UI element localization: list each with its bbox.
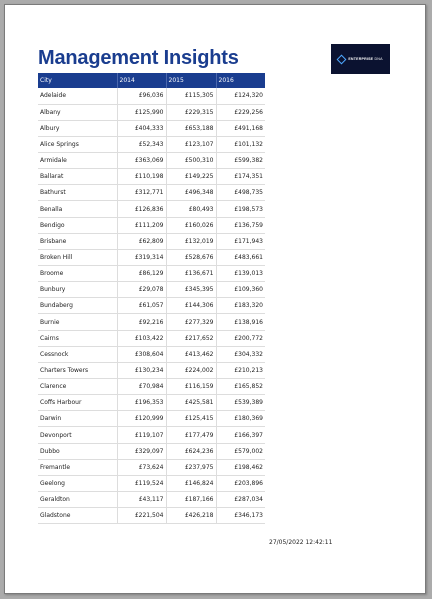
value-cell-2014: £43,117	[117, 492, 166, 508]
value-cell-2015: £187,166	[166, 492, 216, 508]
value-cell-2016: £171,943	[216, 233, 265, 249]
city-cell: Benalla	[38, 201, 117, 217]
value-cell-2014: £319,314	[117, 249, 166, 265]
value-cell-2014: £52,343	[117, 136, 166, 152]
city-cell: Devonport	[38, 427, 117, 443]
table-row	[38, 169, 265, 185]
value-cell-2016: £287,034	[216, 492, 265, 508]
value-cell-2015: £160,026	[166, 217, 216, 233]
value-cell-2014: £62,809	[117, 233, 166, 249]
city-cell: Darwin	[38, 411, 117, 427]
value-cell-2015: £528,676	[166, 249, 216, 265]
table-row	[38, 217, 265, 233]
value-cell-2015: £425,581	[166, 395, 216, 411]
report-page	[4, 4, 426, 594]
value-cell-2015: £426,218	[166, 508, 216, 524]
value-cell-2016: £183,320	[216, 298, 265, 314]
city-cell: Charters Towers	[38, 362, 117, 378]
city-cell: Ballarat	[38, 169, 117, 185]
value-cell-2016: £136,759	[216, 217, 265, 233]
table-body	[38, 88, 265, 524]
city-cell: Bendigo	[38, 217, 117, 233]
city-cell: Geelong	[38, 475, 117, 491]
value-cell-2016: £491,168	[216, 120, 265, 136]
table-row	[38, 362, 265, 378]
table-row	[38, 185, 265, 201]
value-cell-2014: £86,129	[117, 266, 166, 282]
city-sales-table	[38, 73, 265, 524]
city-cell: Albury	[38, 120, 117, 136]
value-cell-2015: £653,188	[166, 120, 216, 136]
table-row	[38, 314, 265, 330]
value-cell-2014: £119,107	[117, 427, 166, 443]
value-cell-2014: £29,078	[117, 282, 166, 298]
table-row	[38, 298, 265, 314]
value-cell-2014: £103,422	[117, 330, 166, 346]
table-row	[38, 266, 265, 282]
value-cell-2014: £120,999	[117, 411, 166, 427]
city-cell: Broome	[38, 266, 117, 282]
value-cell-2015: £345,395	[166, 282, 216, 298]
value-cell-2014: £70,984	[117, 379, 166, 395]
table-row	[38, 475, 265, 491]
report-title: Management Insights	[38, 47, 239, 69]
value-cell-2016: £599,382	[216, 153, 265, 169]
value-cell-2015: £136,671	[166, 266, 216, 282]
value-cell-2016: £483,661	[216, 249, 265, 265]
value-cell-2016: £200,772	[216, 330, 265, 346]
table-row	[38, 427, 265, 443]
value-cell-2015: £624,236	[166, 443, 216, 459]
table-row	[38, 346, 265, 362]
value-cell-2015: £116,159	[166, 379, 216, 395]
city-cell: Fremantle	[38, 459, 117, 475]
value-cell-2016: £203,896	[216, 475, 265, 491]
value-cell-2014: £363,069	[117, 153, 166, 169]
table-row	[38, 136, 265, 152]
table-row	[38, 88, 265, 104]
value-cell-2016: £165,852	[216, 379, 265, 395]
table-row	[38, 508, 265, 524]
table-row	[38, 233, 265, 249]
city-cell: Bathurst	[38, 185, 117, 201]
value-cell-2015: £224,002	[166, 362, 216, 378]
value-cell-2014: £308,604	[117, 346, 166, 362]
value-cell-2015: £500,310	[166, 153, 216, 169]
logo-text: ENTERPRISE DNA	[348, 57, 383, 61]
value-cell-2015: £277,329	[166, 314, 216, 330]
value-cell-2016: £138,916	[216, 314, 265, 330]
logo-diamond-icon	[337, 54, 347, 64]
value-cell-2014: £221,504	[117, 508, 166, 524]
table-row	[38, 104, 265, 120]
table-row	[38, 120, 265, 136]
value-cell-2016: £539,389	[216, 395, 265, 411]
value-cell-2016: £304,332	[216, 346, 265, 362]
value-cell-2014: £130,234	[117, 362, 166, 378]
value-cell-2016: £198,462	[216, 459, 265, 475]
value-cell-2015: £115,305	[166, 88, 216, 104]
city-cell: Cessnock	[38, 346, 117, 362]
value-cell-2014: £111,209	[117, 217, 166, 233]
city-cell: Bundaberg	[38, 298, 117, 314]
value-cell-2015: £237,975	[166, 459, 216, 475]
city-cell: Armidale	[38, 153, 117, 169]
value-cell-2016: £346,173	[216, 508, 265, 524]
city-cell: Geraldton	[38, 492, 117, 508]
city-cell: Broken Hill	[38, 249, 117, 265]
value-cell-2014: £312,771	[117, 185, 166, 201]
value-cell-2015: £496,348	[166, 185, 216, 201]
value-cell-2016: £139,013	[216, 266, 265, 282]
table-row	[38, 411, 265, 427]
city-cell: Gladstone	[38, 508, 117, 524]
value-cell-2015: £144,306	[166, 298, 216, 314]
value-cell-2016: £174,351	[216, 169, 265, 185]
value-cell-2014: £92,216	[117, 314, 166, 330]
value-cell-2015: £229,315	[166, 104, 216, 120]
value-cell-2014: £119,524	[117, 475, 166, 491]
value-cell-2015: £132,019	[166, 233, 216, 249]
value-cell-2015: £177,479	[166, 427, 216, 443]
column-header-2014: 2014	[117, 73, 166, 88]
value-cell-2016: £166,397	[216, 427, 265, 443]
city-cell: Cairns	[38, 330, 117, 346]
value-cell-2015: £146,824	[166, 475, 216, 491]
city-cell: Adelaide	[38, 88, 117, 104]
city-cell: Albany	[38, 104, 117, 120]
value-cell-2014: £73,624	[117, 459, 166, 475]
value-cell-2014: £126,836	[117, 201, 166, 217]
value-cell-2014: £110,198	[117, 169, 166, 185]
city-cell: Dubbo	[38, 443, 117, 459]
column-header-city: City	[38, 73, 117, 88]
city-cell: Coffs Harbour	[38, 395, 117, 411]
table-row	[38, 443, 265, 459]
value-cell-2014: £61,057	[117, 298, 166, 314]
table-row	[38, 153, 265, 169]
table-row	[38, 379, 265, 395]
value-cell-2014: £125,990	[117, 104, 166, 120]
value-cell-2015: £125,415	[166, 411, 216, 427]
value-cell-2015: £149,225	[166, 169, 216, 185]
table-row	[38, 459, 265, 475]
value-cell-2016: £109,360	[216, 282, 265, 298]
column-header-2015: 2015	[166, 73, 216, 88]
city-cell: Alice Springs	[38, 136, 117, 152]
city-cell: Burnie	[38, 314, 117, 330]
value-cell-2014: £404,333	[117, 120, 166, 136]
value-cell-2014: £196,353	[117, 395, 166, 411]
value-cell-2016: £579,002	[216, 443, 265, 459]
value-cell-2016: £198,573	[216, 201, 265, 217]
value-cell-2014: £96,036	[117, 88, 166, 104]
table-row	[38, 249, 265, 265]
city-cell: Clarence	[38, 379, 117, 395]
table-row	[38, 330, 265, 346]
value-cell-2016: £180,369	[216, 411, 265, 427]
value-cell-2015: £123,107	[166, 136, 216, 152]
report-timestamp: 27/05/2022 12:42:11	[269, 539, 333, 546]
table-row	[38, 201, 265, 217]
column-header-2016: 2016	[216, 73, 265, 88]
value-cell-2016: £498,735	[216, 185, 265, 201]
value-cell-2016: £229,256	[216, 104, 265, 120]
value-cell-2015: £413,462	[166, 346, 216, 362]
value-cell-2016: £124,320	[216, 88, 265, 104]
enterprise-dna-logo	[331, 44, 390, 74]
table-row	[38, 492, 265, 508]
table-header-row	[38, 73, 265, 88]
table-row	[38, 395, 265, 411]
value-cell-2015: £217,652	[166, 330, 216, 346]
table-row	[38, 282, 265, 298]
value-cell-2015: £80,493	[166, 201, 216, 217]
city-cell: Bunbury	[38, 282, 117, 298]
value-cell-2014: £329,097	[117, 443, 166, 459]
value-cell-2016: £210,213	[216, 362, 265, 378]
city-cell: Brisbane	[38, 233, 117, 249]
value-cell-2016: £101,132	[216, 136, 265, 152]
